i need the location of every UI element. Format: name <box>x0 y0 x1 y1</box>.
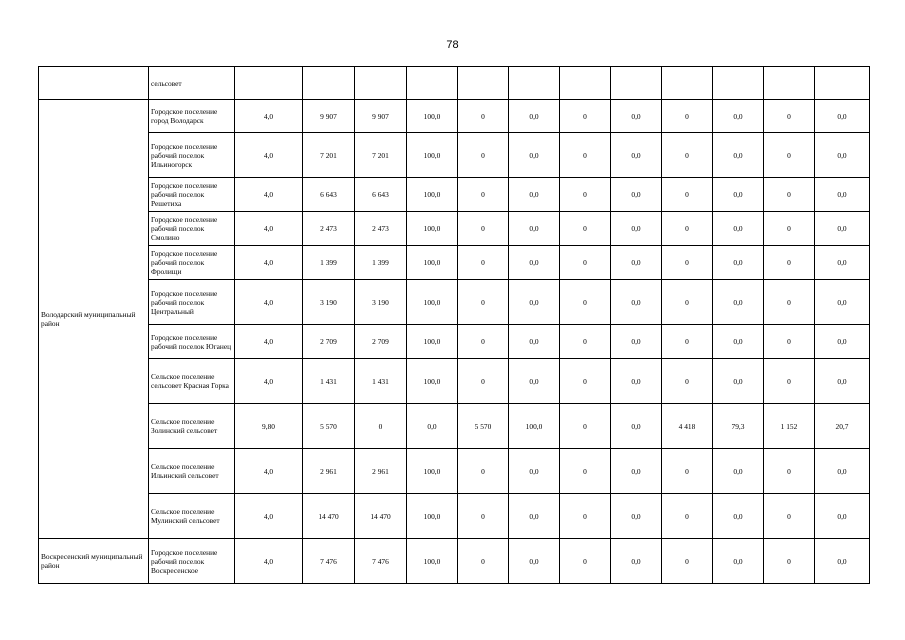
value-cell: 0,0 <box>713 494 764 539</box>
settlement-name-cell: Городское поселение рабочий поселок Смолино <box>149 212 235 246</box>
value-cell: 0,0 <box>611 246 662 280</box>
table-row <box>39 100 870 133</box>
value-cell: 100,0 <box>407 539 458 584</box>
value-cell: 100,0 <box>407 212 458 246</box>
settlement-name-cell: Сельское поселение сельсовет Красная Горка <box>149 359 235 404</box>
value-cell: 0,0 <box>815 133 870 178</box>
value-cell: 6 643 <box>303 178 355 212</box>
value-cell: 0 <box>662 133 713 178</box>
value-cell: 0,0 <box>509 212 560 246</box>
value-cell: 0,0 <box>509 280 560 325</box>
settlement-name-cell: Городское поселение город Володарск <box>149 100 235 133</box>
value-cell: 0,0 <box>713 325 764 359</box>
value-cell: 0 <box>662 280 713 325</box>
value-cell: 4,0 <box>235 246 303 280</box>
table-row <box>39 133 870 178</box>
settlement-name-cell: Городское поселение рабочий поселок Центральный <box>149 280 235 325</box>
value-cell: 0 <box>764 494 815 539</box>
value-cell: 0 <box>764 100 815 133</box>
value-cell: 100,0 <box>407 494 458 539</box>
value-cell: 7 201 <box>355 133 407 178</box>
value-cell: 7 476 <box>303 539 355 584</box>
value-cell: 0,0 <box>713 212 764 246</box>
value-cell: 3 190 <box>303 280 355 325</box>
value-cell: 0,0 <box>713 280 764 325</box>
value-cell: 0,0 <box>815 100 870 133</box>
value-cell: 0 <box>458 494 509 539</box>
value-cell: 0,0 <box>815 280 870 325</box>
value-cell: 0 <box>560 494 611 539</box>
value-cell: 100,0 <box>407 246 458 280</box>
value-cell: 100,0 <box>509 404 560 449</box>
value-cell: 0 <box>764 449 815 494</box>
value-cell: 2 473 <box>303 212 355 246</box>
value-cell: 0,0 <box>815 449 870 494</box>
value-cell: 100,0 <box>407 280 458 325</box>
settlement-name-cell: Городское поселение рабочий поселок Фролищи <box>149 246 235 280</box>
value-cell: 0 <box>764 212 815 246</box>
value-cell: 5 570 <box>458 404 509 449</box>
value-cell: 0 <box>560 133 611 178</box>
settlement-name-cell: сельсовет <box>149 67 235 100</box>
value-cell: 0 <box>560 359 611 404</box>
value-cell: 7 201 <box>303 133 355 178</box>
value-cell: 4,0 <box>235 133 303 178</box>
value-cell: 0,0 <box>611 178 662 212</box>
value-cell: 0,0 <box>611 359 662 404</box>
value-cell: 0,0 <box>611 280 662 325</box>
value-cell: 0 <box>458 359 509 404</box>
value-cell: 1 399 <box>303 246 355 280</box>
value-cell: 9 907 <box>303 100 355 133</box>
value-cell: 0 <box>662 212 713 246</box>
table-row <box>39 178 870 212</box>
value-cell: 100,0 <box>407 100 458 133</box>
settlement-name-cell: Сельское поселение Ильинский сельсовет <box>149 449 235 494</box>
value-cell: 0,0 <box>713 133 764 178</box>
value-cell: 0,0 <box>509 449 560 494</box>
value-cell: 0,0 <box>509 539 560 584</box>
value-cell: 100,0 <box>407 178 458 212</box>
value-cell: 0,0 <box>713 359 764 404</box>
value-cell: 0 <box>764 280 815 325</box>
settlement-name-cell: Сельское поселение Мулинский сельсовет <box>149 494 235 539</box>
value-cell: 0,0 <box>407 404 458 449</box>
data-table <box>38 66 870 584</box>
value-cell: 0,0 <box>611 325 662 359</box>
value-cell: 0 <box>560 404 611 449</box>
value-cell: 0,0 <box>713 178 764 212</box>
value-cell: 3 190 <box>355 280 407 325</box>
settlement-name-cell: Городское поселение рабочий поселок Юганец <box>149 325 235 359</box>
value-cell: 0 <box>764 246 815 280</box>
value-cell: 1 431 <box>355 359 407 404</box>
value-cell: 0 <box>458 325 509 359</box>
page-number: 78 <box>446 39 459 51</box>
value-cell: 0 <box>662 449 713 494</box>
value-cell: 0 <box>560 100 611 133</box>
value-cell: 0 <box>458 539 509 584</box>
table-row <box>39 449 870 494</box>
value-cell: 0,0 <box>509 100 560 133</box>
value-cell: 100,0 <box>407 359 458 404</box>
table-row <box>39 494 870 539</box>
value-cell: 0 <box>662 539 713 584</box>
value-cell: 100,0 <box>407 325 458 359</box>
value-cell: 5 570 <box>303 404 355 449</box>
table-row <box>39 359 870 404</box>
value-cell: 2 961 <box>303 449 355 494</box>
value-cell: 0 <box>458 449 509 494</box>
table-row <box>39 67 870 100</box>
value-cell: 0,0 <box>611 100 662 133</box>
value-cell: 79,3 <box>713 404 764 449</box>
value-cell: 0 <box>560 212 611 246</box>
value-cell: 0,0 <box>509 494 560 539</box>
value-cell: 4,0 <box>235 359 303 404</box>
value-cell: 0,0 <box>611 404 662 449</box>
value-cell: 4 418 <box>662 404 713 449</box>
value-cell: 0 <box>662 325 713 359</box>
value-cell: 0,0 <box>509 359 560 404</box>
value-cell: 0 <box>458 178 509 212</box>
value-cell: 0 <box>764 178 815 212</box>
value-cell: 0 <box>458 133 509 178</box>
table-row <box>39 246 870 280</box>
value-cell: 0 <box>662 494 713 539</box>
value-cell: 0 <box>662 246 713 280</box>
value-cell: 9 907 <box>355 100 407 133</box>
value-cell: 0,0 <box>815 212 870 246</box>
value-cell: 0 <box>662 359 713 404</box>
table-row <box>39 280 870 325</box>
value-cell: 0,0 <box>611 494 662 539</box>
value-cell: 100,0 <box>407 449 458 494</box>
district-cell <box>39 67 149 100</box>
value-cell: 0 <box>560 280 611 325</box>
value-cell: 0,0 <box>713 246 764 280</box>
value-cell: 0,0 <box>713 449 764 494</box>
value-cell: 0,0 <box>509 246 560 280</box>
table-body <box>39 67 870 584</box>
value-cell: 4,0 <box>235 494 303 539</box>
value-cell: 1 399 <box>355 246 407 280</box>
value-cell: 7 476 <box>355 539 407 584</box>
value-cell: 0 <box>458 246 509 280</box>
value-cell: 20,7 <box>815 404 870 449</box>
value-cell: 0,0 <box>713 100 764 133</box>
value-cell: 4,0 <box>235 100 303 133</box>
value-cell: 0,0 <box>815 178 870 212</box>
value-cell: 100,0 <box>407 133 458 178</box>
value-cell: 4,0 <box>235 449 303 494</box>
value-cell: 4,0 <box>235 280 303 325</box>
value-cell: 0 <box>662 100 713 133</box>
value-cell: 0 <box>355 404 407 449</box>
value-cell: 0 <box>764 359 815 404</box>
value-cell: 0 <box>662 178 713 212</box>
value-cell: 9,80 <box>235 404 303 449</box>
value-cell: 0 <box>458 280 509 325</box>
value-cell: 0 <box>764 539 815 584</box>
value-cell: 0,0 <box>815 246 870 280</box>
table-row <box>39 539 870 584</box>
value-cell: 0 <box>560 325 611 359</box>
value-cell: 4,0 <box>235 178 303 212</box>
value-cell: 0,0 <box>611 133 662 178</box>
value-cell: 0 <box>560 449 611 494</box>
value-cell: 0 <box>560 246 611 280</box>
table-row <box>39 404 870 449</box>
value-cell: 0 <box>764 133 815 178</box>
value-cell: 0 <box>458 212 509 246</box>
value-cell: 0,0 <box>611 539 662 584</box>
value-cell: 0,0 <box>611 449 662 494</box>
value-cell: 0,0 <box>815 325 870 359</box>
value-cell: 0,0 <box>509 325 560 359</box>
value-cell: 0,0 <box>713 539 764 584</box>
settlement-name-cell: Сельское поселение Золинский сельсовет <box>149 404 235 449</box>
value-cell: 0 <box>764 325 815 359</box>
district-cell: Воскресенский муниципальный район <box>39 539 149 584</box>
value-cell: 0,0 <box>815 359 870 404</box>
value-cell: 0 <box>458 100 509 133</box>
district-cell: Володарский муниципальный район <box>39 100 149 539</box>
table-row <box>39 325 870 359</box>
value-cell: 1 431 <box>303 359 355 404</box>
value-cell: 0 <box>560 539 611 584</box>
table-row <box>39 212 870 246</box>
settlement-name-cell: Городское поселение рабочий поселок Решетиха <box>149 178 235 212</box>
value-cell: 0,0 <box>611 212 662 246</box>
value-cell: 0,0 <box>815 539 870 584</box>
value-cell: 2 709 <box>355 325 407 359</box>
settlement-name-cell: Городское поселение рабочий поселок Ильиногорск <box>149 133 235 178</box>
value-cell: 14 470 <box>303 494 355 539</box>
settlement-name-cell: Городское поселение рабочий поселок Воскресенское <box>149 539 235 584</box>
value-cell: 0,0 <box>815 494 870 539</box>
value-cell: 1 152 <box>764 404 815 449</box>
value-cell: 4,0 <box>235 325 303 359</box>
value-cell: 4,0 <box>235 539 303 584</box>
value-cell: 4,0 <box>235 212 303 246</box>
value-cell: 2 709 <box>303 325 355 359</box>
value-cell: 2 961 <box>355 449 407 494</box>
value-cell: 0 <box>560 178 611 212</box>
value-cell: 0,0 <box>509 133 560 178</box>
value-cell: 6 643 <box>355 178 407 212</box>
value-cell: 2 473 <box>355 212 407 246</box>
value-cell: 14 470 <box>355 494 407 539</box>
value-cell: 0,0 <box>509 178 560 212</box>
